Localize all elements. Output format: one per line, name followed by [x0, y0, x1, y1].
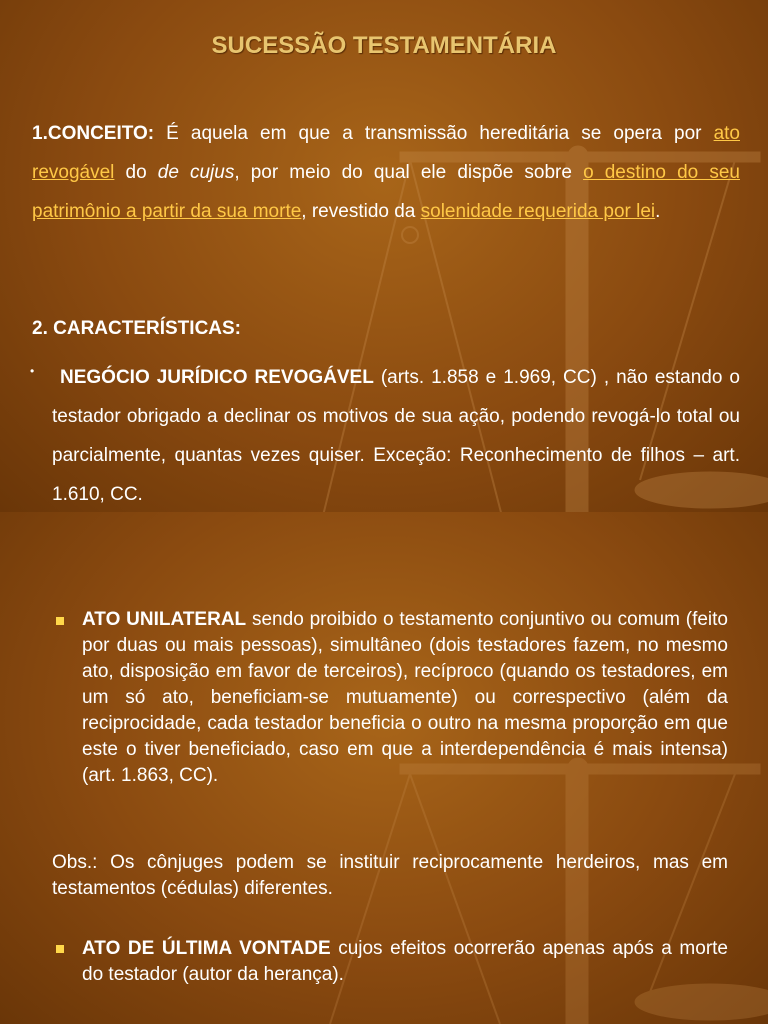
unilateral-text: sendo proibido o testamento conjuntivo ou comum (feito por duas ou mais pessoas), simultâneo (dois testadores fazem, no mesmo ato, disposição em favor de terceiros), recíproco (quando os testadores, em um só ato, beneficiam-se mutuamente) ou correspectivo (além da reciprocidade, cada testador beneficia o outro na mesma proporção em que este o tiver beneficiado, caso em que a interdependência é mais intensa) (art. 1.863, CC). [82, 609, 728, 786]
caracteristicas-paragraph [52, 358, 740, 512]
negocio-text: (arts. 1.858 e 1.969, CC) , não estando o testador obrigado a declinar os motivos de sua ação, podendo revogá-lo total ou parcialmente, quantas vezes quiser. Exceção: Reconhecimento de filhos – art. 1.610, CC. [52, 367, 741, 505]
square-bullet-icon [56, 617, 64, 625]
conceito-italic: de cujus [157, 162, 235, 183]
unilateral-label: ATO UNILATERAL [82, 609, 247, 630]
list-item [82, 936, 728, 988]
negocio-label: NEGÓCIO JURÍDICO REVOGÁVEL [60, 367, 374, 388]
ultima-vontade-text: cujos efeitos ocorrerão apenas após a morte do testador (autor da herança). [82, 938, 728, 985]
caracteristicas-heading: 2. CARACTERÍSTICAS: [32, 318, 242, 339]
conceito-label: 1.CONCEITO: [32, 123, 155, 144]
conceito-text-1: É aquela em que a transmissão hereditária se opera por [154, 123, 714, 144]
ultima-vontade-label: ATO DE ÚLTIMA VONTADE [82, 938, 331, 959]
conceito-text-2: do [114, 162, 158, 183]
conceito-text-3: , por meio do qual ele dispõe sobre [234, 162, 584, 183]
square-bullet-icon [56, 945, 64, 953]
conceito-paragraph [32, 114, 740, 231]
bullet-dot-icon: • [30, 364, 35, 378]
list-item [82, 607, 728, 789]
slide-title: SUCESSÃO TESTAMENTÁRIA [211, 32, 557, 59]
conceito-text-4: , revestido da [301, 201, 421, 222]
obs-note: Obs.: Os cônjuges podem se instituir reciprocamente herdeiros, mas em testamentos (cédulas) diferentes. [52, 852, 728, 899]
slide-2 [0, 512, 768, 1024]
conceito-text-5: . [655, 201, 661, 222]
highlight-solenidade: solenidade requerida por lei [420, 201, 656, 222]
highlight-destino: o destino do seu patrimônio a partir da sua morte [32, 162, 740, 222]
highlight-ato-revogavel: ato revogável [32, 123, 740, 183]
